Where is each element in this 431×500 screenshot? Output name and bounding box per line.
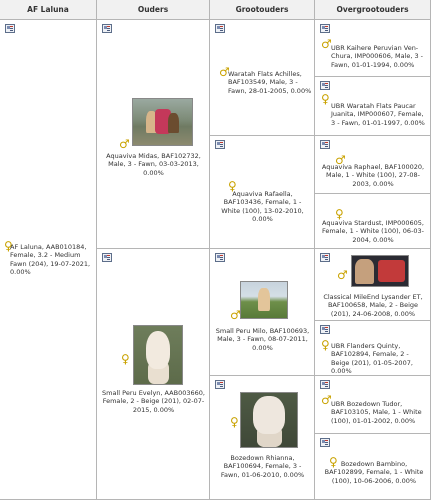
animal-photo-milo[interactable] [240, 281, 288, 319]
cell-evelyn[interactable] [97, 249, 210, 500]
animal-info-milo: Small Peru Milo, BAF100693, Male, 3 - Fawn, 08-07-2011, 0.00% [215, 327, 310, 352]
animal-photo-midas[interactable] [132, 98, 193, 146]
animal-card-icon[interactable] [320, 81, 330, 90]
animal-card-icon[interactable] [102, 253, 112, 262]
cell-laluna[interactable] [0, 20, 97, 500]
female-symbol-icon: ♀ [121, 352, 130, 366]
male-symbol-icon: ♂ [321, 393, 332, 407]
cell-rafaella[interactable] [210, 136, 315, 249]
cell-quinty[interactable] [315, 321, 431, 376]
header-animal: AF Laluna [0, 0, 97, 20]
cell-lysander[interactable] [315, 249, 431, 321]
animal-info-stardust: Aquaviva Stardust, IMP000605, Female, 1 - White (100), 06-03-2004, 0.00% [321, 219, 425, 244]
cell-kaihere[interactable] [315, 20, 431, 77]
animal-info-quinty: UBR Flanders Quinty, BAF102894, Female, 2 - Beige (201), 01-05-2007, 0.00% [331, 342, 413, 376]
animal-photo-evelyn[interactable] [133, 325, 183, 385]
female-symbol-icon: ♀ [321, 92, 330, 106]
animal-info-lysander: Classical MileEnd Lysander ET, BAF100658, Male, 2 - Beige (201), 24-06-2008, 0.00% [323, 293, 423, 318]
female-symbol-icon: ♀ [4, 239, 13, 253]
animal-info-midas: Aquaviva Midas, BAF102732, Male, 3 - Fawn, 03-03-2013, 0.00% [106, 152, 201, 177]
animal-photo-rhianna[interactable] [240, 392, 298, 448]
animal-photo-lysander[interactable] [351, 255, 409, 287]
male-symbol-icon: ♂ [119, 137, 130, 151]
animal-card-icon[interactable] [215, 253, 225, 262]
animal-card-icon[interactable] [320, 140, 330, 149]
animal-info-laluna: AF Laluna, AAB010184, Female, 3.2 - Medium Fawn (204), 19-07-2021, 0.00% [10, 243, 91, 277]
animal-info-evelyn: Small Peru Evelyn, AAB003660, Female, 2 - Beige (201), 02-07-2015, 0.00% [102, 389, 205, 414]
male-symbol-icon: ♂ [335, 153, 346, 167]
cell-midas[interactable] [97, 20, 210, 249]
animal-card-icon[interactable] [215, 140, 225, 149]
male-symbol-icon: ♂ [337, 268, 348, 282]
animal-card-icon[interactable] [215, 24, 225, 33]
cell-rhianna[interactable] [210, 376, 315, 500]
animal-card-icon[interactable] [320, 325, 330, 334]
animal-info-rafaella: Aquaviva Rafaella, BAF103436, Female, 1 - White (100), 13-02-2010, 0.00% [221, 190, 304, 224]
animal-info-kaihere: UBR Kaihere Peruvian Ven-Chura, IMP000606, Male, 3 - Fawn, 01-01-1994, 0.00% [331, 44, 424, 69]
animal-info-raphael: Aquaviva Raphael, BAF100020, Male, 1 - White (100), 27-08-2003, 0.00% [321, 163, 425, 188]
animal-card-icon[interactable] [320, 438, 330, 447]
cell-stardust[interactable] [315, 194, 431, 249]
male-symbol-icon: ♂ [321, 37, 332, 51]
animal-info-paucar: UBR Waratah Flats Paucar Juanita, IMP000607, Female, 3 - Fawn, 01-01-1997, 0.00% [331, 102, 425, 127]
animal-card-icon[interactable] [320, 380, 330, 389]
cell-raphael[interactable] [315, 136, 431, 194]
female-symbol-icon: ♀ [230, 415, 239, 429]
cell-tudor[interactable] [315, 376, 431, 434]
animal-card-icon[interactable] [5, 24, 15, 33]
cell-achilles[interactable] [210, 20, 315, 136]
header-parents: Ouders [97, 0, 210, 20]
cell-bambino[interactable] [315, 434, 431, 500]
animal-card-icon[interactable] [320, 253, 330, 262]
male-symbol-icon: ♂ [219, 65, 230, 79]
cell-milo[interactable] [210, 249, 315, 376]
female-symbol-icon: ♀ [335, 207, 344, 221]
animal-card-icon[interactable] [320, 24, 330, 33]
female-symbol-icon: ♀ [228, 179, 237, 193]
female-symbol-icon: ♀ [329, 455, 338, 469]
animal-card-icon[interactable] [102, 24, 112, 33]
animal-info-achilles: Waratah Flats Achilles, BAF103549, Male, 3 - Fawn, 28-01-2005, 0.00% [228, 70, 312, 95]
animal-info-rhianna: Bozedown Rhianna, BAF100694, Female, 3 - Fawn, 01-06-2010, 0.00% [220, 454, 305, 479]
animal-card-icon[interactable] [215, 380, 225, 389]
cell-paucar[interactable] [315, 77, 431, 136]
animal-info-tudor: UBR Bozedown Tudor, BAF103105, Male, 1 - White (100), 01-01-2002, 0.00% [331, 400, 422, 425]
male-symbol-icon: ♂ [230, 308, 241, 322]
header-great-grandparents: Overgrootouders [315, 0, 431, 20]
animal-info-bambino: Bozedown Bambino, BAF102899, Female, 1 - White (100), 10-06-2006, 0.00% [324, 460, 424, 485]
female-symbol-icon: ♀ [321, 338, 330, 352]
header-grandparents: Grootouders [210, 0, 315, 20]
